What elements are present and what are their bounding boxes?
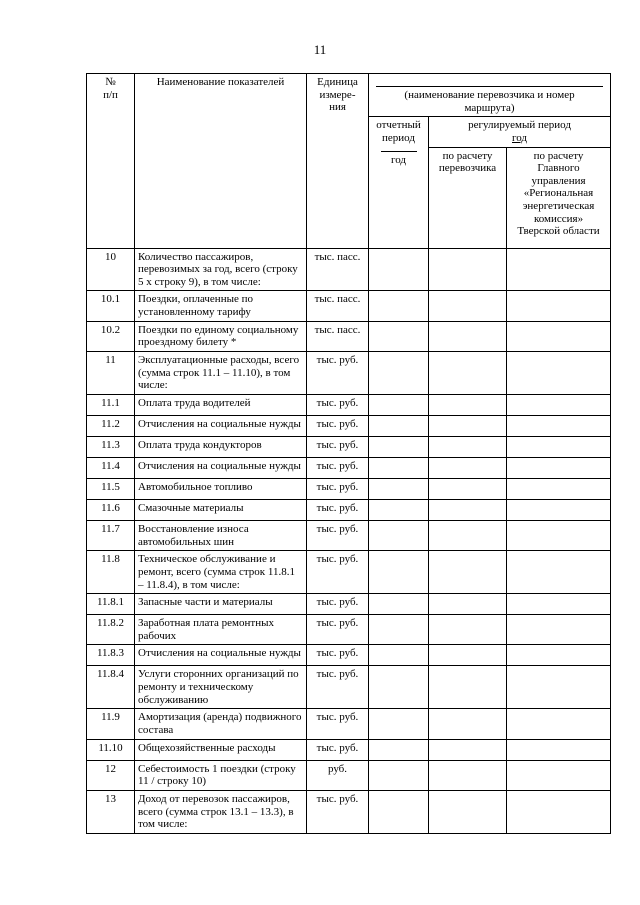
cell-carrier xyxy=(429,291,507,321)
cell-reporting xyxy=(369,709,429,739)
cell-commission xyxy=(507,321,611,351)
cell-reporting xyxy=(369,499,429,520)
row-unit: тыс. пасс. xyxy=(307,321,369,351)
page-number: 11 xyxy=(313,42,327,57)
row-unit: тыс. руб. xyxy=(307,499,369,520)
row-unit: тыс. руб. xyxy=(307,436,369,457)
row-name: Услуги сторонних организаций по ремонту и техническому обслуживанию xyxy=(135,666,307,709)
cell-commission xyxy=(507,436,611,457)
cell-commission xyxy=(507,666,611,709)
table-row xyxy=(87,739,611,760)
cell-reporting xyxy=(369,594,429,615)
row-name: Автомобильное топливо xyxy=(135,478,307,499)
row-unit: тыс. руб. xyxy=(307,615,369,645)
header-name xyxy=(135,74,307,249)
report-rows xyxy=(87,248,611,833)
cell-reporting xyxy=(369,551,429,594)
cell-reporting xyxy=(369,248,429,291)
row-num: 11.6 xyxy=(87,499,135,520)
table-row xyxy=(87,645,611,666)
cell-commission xyxy=(507,478,611,499)
cell-reporting xyxy=(369,436,429,457)
cell-carrier xyxy=(429,739,507,760)
row-num: 11.8.3 xyxy=(87,645,135,666)
report-table xyxy=(86,73,611,834)
cell-carrier xyxy=(429,321,507,351)
cell-commission xyxy=(507,739,611,760)
table-row xyxy=(87,248,611,291)
reporting-period-label: отчетный период xyxy=(376,119,421,144)
row-name: Количество пассажиров, перевозимых за год, всего (строку 5 х строку 9), в том числе: xyxy=(135,248,307,291)
row-unit: тыс. руб. xyxy=(307,457,369,478)
cell-carrier xyxy=(429,499,507,520)
row-num: 11 xyxy=(87,352,135,395)
row-name: Отчисления на социальные нужды xyxy=(135,645,307,666)
header-name-label: Наименование показателей xyxy=(156,76,285,88)
cell-commission xyxy=(507,248,611,291)
cell-commission xyxy=(507,415,611,436)
cell-carrier xyxy=(429,415,507,436)
cell-commission xyxy=(507,615,611,645)
cell-carrier xyxy=(429,790,507,833)
row-name: Оплата труда водителей xyxy=(135,394,307,415)
header-num-label: № п/п xyxy=(103,76,118,101)
table-row xyxy=(87,436,611,457)
cell-carrier xyxy=(429,248,507,291)
header-by-commission xyxy=(507,147,611,248)
cell-reporting xyxy=(369,394,429,415)
row-num: 11.3 xyxy=(87,436,135,457)
cell-commission xyxy=(507,594,611,615)
cell-commission xyxy=(507,551,611,594)
row-num: 11.4 xyxy=(87,457,135,478)
cell-carrier xyxy=(429,645,507,666)
row-unit: тыс. пасс. xyxy=(307,248,369,291)
table-row xyxy=(87,321,611,351)
table-row xyxy=(87,666,611,709)
row-unit: руб. xyxy=(307,760,369,790)
table-row xyxy=(87,291,611,321)
row-unit: тыс. руб. xyxy=(307,478,369,499)
cell-reporting xyxy=(369,321,429,351)
header-carrier-label: (наименование перевозчика и номер маршрута) xyxy=(404,89,575,114)
cell-commission xyxy=(507,709,611,739)
row-num: 11.10 xyxy=(87,739,135,760)
row-unit: тыс. руб. xyxy=(307,594,369,615)
row-name: Поездки, оплаченные по установленному тарифу xyxy=(135,291,307,321)
row-name: Техническое обслуживание и ремонт, всего (сумма строк 11.8.1 – 11.8.4), в том числе: xyxy=(135,551,307,594)
row-num: 13 xyxy=(87,790,135,833)
cell-reporting xyxy=(369,352,429,395)
cell-reporting xyxy=(369,415,429,436)
cell-commission xyxy=(507,291,611,321)
row-name: Себестоимость 1 поездки (строку 11 / строку 10) xyxy=(135,760,307,790)
row-name: Отчисления на социальные нужды xyxy=(135,415,307,436)
cell-reporting xyxy=(369,291,429,321)
by-carrier-label: по расчету перевозчика xyxy=(438,149,497,175)
reporting-year-label: год xyxy=(390,153,407,166)
row-num: 11.9 xyxy=(87,709,135,739)
cell-carrier xyxy=(429,520,507,550)
header-reporting-period xyxy=(369,117,429,248)
row-name: Запасные части и материалы xyxy=(135,594,307,615)
reporting-year-line xyxy=(381,151,417,152)
cell-reporting xyxy=(369,760,429,790)
table-row xyxy=(87,352,611,395)
row-name: Восстановление износа автомобильных шин xyxy=(135,520,307,550)
cell-carrier xyxy=(429,594,507,615)
cell-commission xyxy=(507,790,611,833)
table-row xyxy=(87,760,611,790)
cell-carrier xyxy=(429,760,507,790)
cell-carrier xyxy=(429,615,507,645)
regulated-year-label: год xyxy=(512,131,528,144)
row-name: Заработная плата ремонтных рабочих xyxy=(135,615,307,645)
row-unit: тыс. руб. xyxy=(307,739,369,760)
row-name: Смазочные материалы xyxy=(135,499,307,520)
row-num: 11.2 xyxy=(87,415,135,436)
cell-reporting xyxy=(369,645,429,666)
table-row xyxy=(87,457,611,478)
cell-commission xyxy=(507,645,611,666)
regulated-period-label: регулируемый период xyxy=(468,119,571,132)
cell-carrier xyxy=(429,436,507,457)
table-row xyxy=(87,499,611,520)
cell-commission xyxy=(507,394,611,415)
row-num: 10 xyxy=(87,248,135,291)
row-num: 11.8.1 xyxy=(87,594,135,615)
header-regulated-period xyxy=(429,117,611,147)
row-num: 10.2 xyxy=(87,321,135,351)
cell-commission xyxy=(507,352,611,395)
row-num: 11.1 xyxy=(87,394,135,415)
row-num: 11.7 xyxy=(87,520,135,550)
cell-reporting xyxy=(369,520,429,550)
carrier-name-line xyxy=(376,86,603,87)
row-num: 11.8.2 xyxy=(87,615,135,645)
table-row xyxy=(87,594,611,615)
cell-reporting xyxy=(369,666,429,709)
cell-reporting xyxy=(369,739,429,760)
table-row xyxy=(87,394,611,415)
table-row xyxy=(87,478,611,499)
table-row xyxy=(87,709,611,739)
row-name: Отчисления на социальные нужды xyxy=(135,457,307,478)
row-unit: тыс. руб. xyxy=(307,709,369,739)
cell-commission xyxy=(507,520,611,550)
header-num xyxy=(87,74,135,249)
row-name: Оплата труда кондукторов xyxy=(135,436,307,457)
header-carrier xyxy=(369,74,611,117)
row-unit: тыс. руб. xyxy=(307,551,369,594)
header-by-carrier xyxy=(429,147,507,248)
cell-commission xyxy=(507,760,611,790)
row-name: Амортизация (аренда) подвижного состава xyxy=(135,709,307,739)
row-name: Доход от перевозок пассажиров, всего (сумма строк 13.1 – 13.3), в том числе: xyxy=(135,790,307,833)
row-num: 10.1 xyxy=(87,291,135,321)
cell-commission xyxy=(507,499,611,520)
row-unit: тыс. руб. xyxy=(307,666,369,709)
cell-reporting xyxy=(369,790,429,833)
row-unit: тыс. руб. xyxy=(307,415,369,436)
cell-carrier xyxy=(429,551,507,594)
cell-carrier xyxy=(429,457,507,478)
row-num: 12 xyxy=(87,760,135,790)
table-row xyxy=(87,551,611,594)
row-name: Общехозяйственные расходы xyxy=(135,739,307,760)
row-num: 11.5 xyxy=(87,478,135,499)
row-num: 11.8 xyxy=(87,551,135,594)
row-unit: тыс. руб. xyxy=(307,520,369,550)
table-row xyxy=(87,415,611,436)
row-num: 11.8.4 xyxy=(87,666,135,709)
table-row xyxy=(87,615,611,645)
cell-reporting xyxy=(369,457,429,478)
header-unit xyxy=(307,74,369,249)
cell-carrier xyxy=(429,352,507,395)
header-unit-label: Единица измере- ния xyxy=(317,76,358,114)
row-name: Эксплуатационные расходы, всего (сумма строк 11.1 – 11.10), в том числе: xyxy=(135,352,307,395)
row-unit: тыс. пасс. xyxy=(307,291,369,321)
row-unit: тыс. руб. xyxy=(307,645,369,666)
row-unit: тыс. руб. xyxy=(307,352,369,395)
cell-commission xyxy=(507,457,611,478)
row-unit: тыс. руб. xyxy=(307,394,369,415)
table-row xyxy=(87,520,611,550)
by-commission-label: по расчету Главного управления «Региональная энергетическая комиссия» Тверской области xyxy=(517,149,600,238)
cell-carrier xyxy=(429,478,507,499)
cell-carrier xyxy=(429,709,507,739)
cell-carrier xyxy=(429,394,507,415)
cell-carrier xyxy=(429,666,507,709)
row-name: Поездки по единому социальному проездному билету * xyxy=(135,321,307,351)
table-row xyxy=(87,790,611,833)
cell-reporting xyxy=(369,615,429,645)
cell-reporting xyxy=(369,478,429,499)
row-unit: тыс. руб. xyxy=(307,790,369,833)
